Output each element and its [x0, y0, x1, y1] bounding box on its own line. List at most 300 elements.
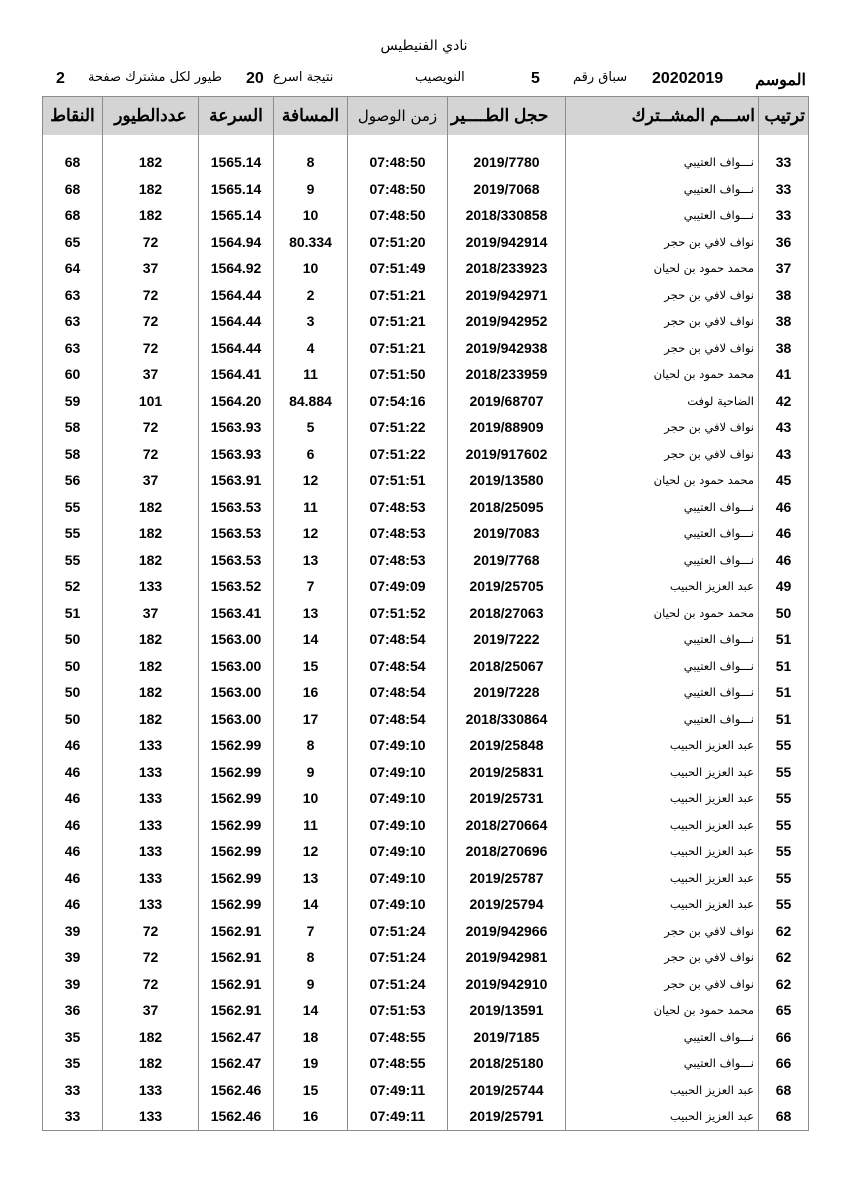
- bird-count-cell: 182: [103, 1050, 199, 1077]
- name-cell: عبد العزيز الحبيب: [566, 865, 759, 892]
- distance-cell: 8: [274, 149, 348, 176]
- speed-cell: 1562.46: [199, 1077, 274, 1104]
- rank-cell: 68: [759, 1103, 809, 1130]
- speed-cell: 1563.53: [199, 494, 274, 521]
- season-value: 20202019: [652, 70, 724, 87]
- speed-cell: 1562.99: [199, 785, 274, 812]
- spacer-cell: [759, 135, 809, 149]
- name-cell: عبد العزيز الحبيب: [566, 785, 759, 812]
- ring-cell: 2019/7768: [448, 547, 566, 574]
- ring-cell: 2019/25705: [448, 573, 566, 600]
- name-cell: نـــواف العتيبي: [566, 653, 759, 680]
- distance-cell: 17: [274, 706, 348, 733]
- rank-cell: 33: [759, 149, 809, 176]
- points-cell: 46: [43, 812, 103, 839]
- bird-count-cell: 133: [103, 785, 199, 812]
- bird-count-cell: 182: [103, 626, 199, 653]
- table-row: [43, 944, 809, 971]
- speed-cell: 1562.99: [199, 732, 274, 759]
- speed-cell: 1562.99: [199, 759, 274, 786]
- spacer-cell: [199, 135, 274, 149]
- points-cell: 52: [43, 573, 103, 600]
- name-cell: نواف لافي بن حجر: [566, 335, 759, 362]
- table-row: [43, 467, 809, 494]
- speed-cell: 1562.99: [199, 865, 274, 892]
- ring-cell: 2019/25791: [448, 1103, 566, 1130]
- ring-cell: 2019/25794: [448, 891, 566, 918]
- speed-cell: 1562.91: [199, 997, 274, 1024]
- table-row: [43, 626, 809, 653]
- arrival-time-cell: 07:51:24: [348, 944, 448, 971]
- speed-cell: 1563.00: [199, 679, 274, 706]
- points-cell: 51: [43, 600, 103, 627]
- col-speed-header: السرعة: [199, 97, 274, 136]
- race-label: سباق رقم: [573, 70, 628, 85]
- name-cell: نـــواف العتيبي: [566, 520, 759, 547]
- rank-cell: 55: [759, 812, 809, 839]
- ring-cell: 2019/942914: [448, 229, 566, 256]
- speed-cell: 1563.93: [199, 414, 274, 441]
- name-cell: عبد العزيز الحبيب: [566, 891, 759, 918]
- rank-cell: 38: [759, 335, 809, 362]
- rank-cell: 41: [759, 361, 809, 388]
- arrival-time-cell: 07:51:51: [348, 467, 448, 494]
- distance-cell: 15: [274, 1077, 348, 1104]
- points-cell: 50: [43, 706, 103, 733]
- bird-count-cell: 182: [103, 176, 199, 203]
- spacer-cell: [566, 135, 759, 149]
- table-row: [43, 202, 809, 229]
- distance-cell: 11: [274, 494, 348, 521]
- ring-cell: 2018/270664: [448, 812, 566, 839]
- spacer-row: [43, 135, 809, 149]
- bird-count-cell: 182: [103, 494, 199, 521]
- arrival-time-cell: 07:51:21: [348, 282, 448, 309]
- points-cell: 50: [43, 653, 103, 680]
- speed-cell: 1562.46: [199, 1103, 274, 1130]
- points-cell: 59: [43, 388, 103, 415]
- arrival-time-cell: 07:49:11: [348, 1077, 448, 1104]
- speed-cell: 1564.44: [199, 308, 274, 335]
- rank-cell: 43: [759, 414, 809, 441]
- bird-count-cell: 72: [103, 441, 199, 468]
- rank-cell: 65: [759, 997, 809, 1024]
- bird-count-cell: 133: [103, 838, 199, 865]
- bird-count-cell: 182: [103, 149, 199, 176]
- speed-cell: 1562.99: [199, 891, 274, 918]
- rank-cell: 55: [759, 732, 809, 759]
- table-row: [43, 600, 809, 627]
- ring-cell: 2018/270696: [448, 838, 566, 865]
- arrival-time-cell: 07:51:22: [348, 414, 448, 441]
- arrival-time-cell: 07:48:50: [348, 202, 448, 229]
- ring-cell: 2019/25731: [448, 785, 566, 812]
- spacer-cell: [103, 135, 199, 149]
- name-cell: محمد حمود بن لحيان: [566, 997, 759, 1024]
- rank-cell: 62: [759, 918, 809, 945]
- name-cell: محمد حمود بن لحيان: [566, 467, 759, 494]
- speed-cell: 1564.44: [199, 335, 274, 362]
- table-row: [43, 732, 809, 759]
- arrival-time-cell: 07:51:52: [348, 600, 448, 627]
- bird-count-cell: 182: [103, 202, 199, 229]
- bird-count-cell: 37: [103, 361, 199, 388]
- ring-cell: 2019/25744: [448, 1077, 566, 1104]
- rank-cell: 55: [759, 838, 809, 865]
- arrival-time-cell: 07:51:20: [348, 229, 448, 256]
- bird-count-cell: 72: [103, 971, 199, 998]
- speed-cell: 1562.91: [199, 918, 274, 945]
- points-cell: 55: [43, 547, 103, 574]
- distance-cell: 13: [274, 547, 348, 574]
- table-row: [43, 971, 809, 998]
- distance-cell: 12: [274, 838, 348, 865]
- race-value: 5: [531, 70, 540, 87]
- name-cell: نـــواف العتيبي: [566, 679, 759, 706]
- points-cell: 65: [43, 229, 103, 256]
- name-cell: نـــواف العتيبي: [566, 626, 759, 653]
- speed-cell: 1563.52: [199, 573, 274, 600]
- name-cell: نـــواف العتيبي: [566, 1024, 759, 1051]
- distance-cell: 2: [274, 282, 348, 309]
- arrival-time-cell: 07:49:10: [348, 732, 448, 759]
- spacer-cell: [348, 135, 448, 149]
- bird-count-cell: 133: [103, 812, 199, 839]
- ring-cell: 2018/25067: [448, 653, 566, 680]
- name-cell: نواف لافي بن حجر: [566, 971, 759, 998]
- ring-cell: 2019/25848: [448, 732, 566, 759]
- arrival-time-cell: 07:54:16: [348, 388, 448, 415]
- speed-cell: 1564.92: [199, 255, 274, 282]
- points-cell: 58: [43, 414, 103, 441]
- name-cell: نـــواف العتيبي: [566, 706, 759, 733]
- arrival-time-cell: 07:48:53: [348, 494, 448, 521]
- ring-cell: 2019/917602: [448, 441, 566, 468]
- distance-cell: 4: [274, 335, 348, 362]
- name-cell: عبد العزيز الحبيب: [566, 1077, 759, 1104]
- points-cell: 46: [43, 759, 103, 786]
- distance-cell: 10: [274, 202, 348, 229]
- ring-cell: 2019/13580: [448, 467, 566, 494]
- arrival-time-cell: 07:48:50: [348, 149, 448, 176]
- name-cell: عبد العزيز الحبيب: [566, 732, 759, 759]
- ring-cell: 2019/88909: [448, 414, 566, 441]
- distance-cell: 14: [274, 626, 348, 653]
- bird-count-cell: 37: [103, 467, 199, 494]
- points-cell: 33: [43, 1077, 103, 1104]
- arrival-time-cell: 07:48:50: [348, 176, 448, 203]
- speed-cell: 1563.91: [199, 467, 274, 494]
- table-row: [43, 865, 809, 892]
- name-cell: نواف لافي بن حجر: [566, 282, 759, 309]
- bird-count-cell: 37: [103, 997, 199, 1024]
- name-cell: نواف لافي بن حجر: [566, 308, 759, 335]
- ring-cell: 2019/25787: [448, 865, 566, 892]
- distance-cell: 12: [274, 467, 348, 494]
- rank-cell: 45: [759, 467, 809, 494]
- points-cell: 36: [43, 997, 103, 1024]
- distance-cell: 16: [274, 679, 348, 706]
- bird-count-cell: 133: [103, 865, 199, 892]
- rank-cell: 37: [759, 255, 809, 282]
- ring-cell: 2019/942966: [448, 918, 566, 945]
- name-cell: نـــواف العتيبي: [566, 1050, 759, 1077]
- rank-cell: 33: [759, 176, 809, 203]
- ring-cell: 2018/233959: [448, 361, 566, 388]
- speed-cell: 1563.41: [199, 600, 274, 627]
- table-row: [43, 706, 809, 733]
- rank-cell: 42: [759, 388, 809, 415]
- result-label: نتيجة اسرع: [273, 70, 334, 85]
- speed-cell: 1564.41: [199, 361, 274, 388]
- points-cell: 63: [43, 335, 103, 362]
- rank-cell: 62: [759, 971, 809, 998]
- speed-cell: 1562.99: [199, 838, 274, 865]
- arrival-time-cell: 07:48:54: [348, 626, 448, 653]
- table-row: [43, 176, 809, 203]
- points-cell: 46: [43, 838, 103, 865]
- spacer-cell: [43, 135, 103, 149]
- col-rank-header: ترتيب: [759, 97, 809, 136]
- table-row: [43, 308, 809, 335]
- bird-count-cell: 72: [103, 308, 199, 335]
- spacer-cell: [274, 135, 348, 149]
- rank-cell: 51: [759, 679, 809, 706]
- ring-cell: 2018/330864: [448, 706, 566, 733]
- speed-cell: 1562.47: [199, 1024, 274, 1051]
- rank-cell: 66: [759, 1050, 809, 1077]
- points-cell: 39: [43, 918, 103, 945]
- speed-cell: 1563.00: [199, 653, 274, 680]
- points-cell: 63: [43, 308, 103, 335]
- ring-cell: 2019/942952: [448, 308, 566, 335]
- table-row: [43, 997, 809, 1024]
- arrival-time-cell: 07:49:10: [348, 785, 448, 812]
- spacer-cell: [448, 135, 566, 149]
- ring-cell: 2018/27063: [448, 600, 566, 627]
- distance-cell: 9: [274, 176, 348, 203]
- points-cell: 64: [43, 255, 103, 282]
- name-cell: محمد حمود بن لحيان: [566, 255, 759, 282]
- distance-cell: 5: [274, 414, 348, 441]
- bird-count-cell: 182: [103, 520, 199, 547]
- arrival-time-cell: 07:48:54: [348, 653, 448, 680]
- table-row: [43, 494, 809, 521]
- points-cell: 50: [43, 679, 103, 706]
- distance-cell: 11: [274, 812, 348, 839]
- name-cell: نواف لافي بن حجر: [566, 918, 759, 945]
- arrival-time-cell: 07:51:50: [348, 361, 448, 388]
- rank-cell: 51: [759, 626, 809, 653]
- speed-cell: 1562.91: [199, 944, 274, 971]
- ring-cell: 2019/13591: [448, 997, 566, 1024]
- results-table: [42, 96, 809, 1131]
- points-cell: 58: [43, 441, 103, 468]
- bird-count-cell: 133: [103, 573, 199, 600]
- bird-count-cell: 182: [103, 679, 199, 706]
- speed-cell: 1562.99: [199, 812, 274, 839]
- speed-cell: 1564.44: [199, 282, 274, 309]
- table-row: [43, 918, 809, 945]
- ring-cell: 2019/25831: [448, 759, 566, 786]
- results-body: [43, 135, 809, 1130]
- bird-count-cell: 101: [103, 388, 199, 415]
- season-label: الموسم: [755, 72, 806, 89]
- distance-cell: 84.884: [274, 388, 348, 415]
- speed-cell: 1564.20: [199, 388, 274, 415]
- distance-cell: 8: [274, 732, 348, 759]
- bird-count-cell: 182: [103, 653, 199, 680]
- speed-cell: 1563.53: [199, 547, 274, 574]
- name-cell: نـــواف العتيبي: [566, 494, 759, 521]
- speed-cell: 1563.93: [199, 441, 274, 468]
- table-row: [43, 547, 809, 574]
- bird-count-cell: 133: [103, 891, 199, 918]
- table-row: [43, 361, 809, 388]
- points-cell: 55: [43, 520, 103, 547]
- bird-count-cell: 133: [103, 1103, 199, 1130]
- ring-cell: 2018/25180: [448, 1050, 566, 1077]
- header-row: [43, 97, 809, 136]
- name-cell: عبد العزيز الحبيب: [566, 573, 759, 600]
- distance-cell: 11: [274, 361, 348, 388]
- arrival-time-cell: 07:48:53: [348, 520, 448, 547]
- arrival-time-cell: 07:49:10: [348, 865, 448, 892]
- name-cell: نـــواف العتيبي: [566, 149, 759, 176]
- distance-cell: 10: [274, 255, 348, 282]
- points-cell: 35: [43, 1050, 103, 1077]
- bird-count-cell: 133: [103, 759, 199, 786]
- arrival-time-cell: 07:51:21: [348, 308, 448, 335]
- bird-count-cell: 72: [103, 944, 199, 971]
- table-row: [43, 229, 809, 256]
- distance-cell: 80.334: [274, 229, 348, 256]
- ring-cell: 2019/7068: [448, 176, 566, 203]
- distance-cell: 14: [274, 891, 348, 918]
- ring-cell: 2019/7780: [448, 149, 566, 176]
- name-cell: الضاحية لوفت: [566, 388, 759, 415]
- points-cell: 60: [43, 361, 103, 388]
- page-number: 2: [56, 70, 65, 87]
- distance-cell: 3: [274, 308, 348, 335]
- location: النويصيب: [415, 70, 465, 85]
- ring-cell: 2019/7083: [448, 520, 566, 547]
- table-row: [43, 414, 809, 441]
- speed-cell: 1564.94: [199, 229, 274, 256]
- bird-count-cell: 182: [103, 1024, 199, 1051]
- rank-cell: 33: [759, 202, 809, 229]
- table-row: [43, 679, 809, 706]
- distance-cell: 10: [274, 785, 348, 812]
- ring-cell: 2019/68707: [448, 388, 566, 415]
- table-row: [43, 441, 809, 468]
- name-cell: محمد حمود بن لحيان: [566, 361, 759, 388]
- arrival-time-cell: 07:51:24: [348, 971, 448, 998]
- name-cell: نواف لافي بن حجر: [566, 229, 759, 256]
- rank-cell: 55: [759, 891, 809, 918]
- name-cell: نـــواف العتيبي: [566, 176, 759, 203]
- table-row: [43, 1050, 809, 1077]
- speed-cell: 1563.00: [199, 626, 274, 653]
- ring-cell: 2019/7185: [448, 1024, 566, 1051]
- distance-cell: 7: [274, 918, 348, 945]
- ring-cell: 2019/7222: [448, 626, 566, 653]
- rank-cell: 38: [759, 308, 809, 335]
- distance-cell: 12: [274, 520, 348, 547]
- table-row: [43, 891, 809, 918]
- col-distance-header: المسافة: [274, 97, 348, 136]
- distance-cell: 9: [274, 759, 348, 786]
- name-cell: نـــواف العتيبي: [566, 547, 759, 574]
- ring-cell: 2019/942938: [448, 335, 566, 362]
- name-cell: نواف لافي بن حجر: [566, 944, 759, 971]
- arrival-time-cell: 07:49:09: [348, 573, 448, 600]
- distance-cell: 15: [274, 653, 348, 680]
- bird-count-cell: 72: [103, 414, 199, 441]
- arrival-time-cell: 07:49:10: [348, 759, 448, 786]
- club-title: نادي الفنيطيس: [380, 38, 468, 54]
- rank-cell: 38: [759, 282, 809, 309]
- rank-cell: 68: [759, 1077, 809, 1104]
- bird-count-cell: 72: [103, 918, 199, 945]
- rank-cell: 66: [759, 1024, 809, 1051]
- bird-count-cell: 182: [103, 547, 199, 574]
- ring-cell: 2019/942971: [448, 282, 566, 309]
- rank-cell: 43: [759, 441, 809, 468]
- ring-cell: 2018/25095: [448, 494, 566, 521]
- ring-cell: 2019/942910: [448, 971, 566, 998]
- table-row: [43, 1024, 809, 1051]
- distance-cell: 18: [274, 1024, 348, 1051]
- distance-cell: 16: [274, 1103, 348, 1130]
- arrival-time-cell: 07:51:24: [348, 918, 448, 945]
- table-row: [43, 812, 809, 839]
- rank-cell: 51: [759, 653, 809, 680]
- distance-cell: 9: [274, 971, 348, 998]
- arrival-time-cell: 07:49:10: [348, 838, 448, 865]
- bird-count-cell: 72: [103, 229, 199, 256]
- rank-cell: 50: [759, 600, 809, 627]
- bird-count-cell: 37: [103, 600, 199, 627]
- ring-cell: 2018/233923: [448, 255, 566, 282]
- distance-cell: 13: [274, 865, 348, 892]
- ring-cell: 2019/942981: [448, 944, 566, 971]
- table-row: [43, 1103, 809, 1130]
- arrival-time-cell: 07:51:53: [348, 997, 448, 1024]
- points-cell: 46: [43, 891, 103, 918]
- distance-cell: 7: [274, 573, 348, 600]
- table-row: [43, 255, 809, 282]
- table-row: [43, 759, 809, 786]
- table-row: [43, 520, 809, 547]
- arrival-time-cell: 07:51:49: [348, 255, 448, 282]
- ring-cell: 2019/7228: [448, 679, 566, 706]
- name-cell: نـــواف العتيبي: [566, 202, 759, 229]
- col-name-header: اســـم المشــترك: [566, 97, 759, 136]
- table-row: [43, 653, 809, 680]
- rank-cell: 55: [759, 785, 809, 812]
- name-cell: نواف لافي بن حجر: [566, 414, 759, 441]
- rank-cell: 49: [759, 573, 809, 600]
- rank-cell: 46: [759, 520, 809, 547]
- bird-count-cell: 72: [103, 282, 199, 309]
- name-cell: نواف لافي بن حجر: [566, 441, 759, 468]
- name-cell: محمد حمود بن لحيان: [566, 600, 759, 627]
- rank-cell: 55: [759, 865, 809, 892]
- distance-cell: 8: [274, 944, 348, 971]
- points-cell: 33: [43, 1103, 103, 1130]
- name-cell: عبد العزيز الحبيب: [566, 838, 759, 865]
